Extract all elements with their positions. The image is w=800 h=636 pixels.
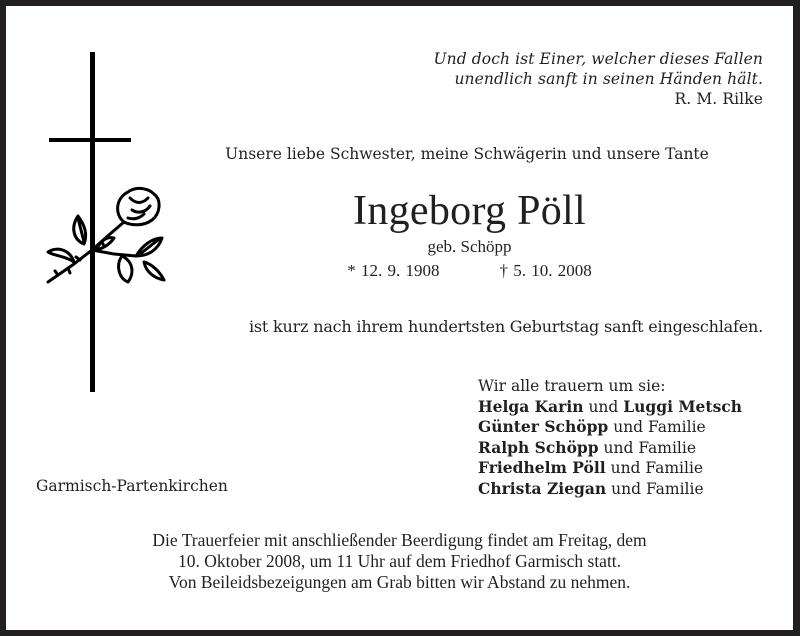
mourner-line: [478, 438, 742, 459]
funeral-line: Die Trauerfeier mit anschließender Beerdigung findet am Freitag, dem: [152, 530, 647, 550]
mourner-line: [478, 458, 742, 479]
birth-name: geb. Schöpp: [427, 237, 512, 256]
mourners-list: [478, 376, 742, 499]
place-name: Garmisch-Partenkirchen: [36, 477, 228, 495]
quote-line: unendlich sanft in seinen Händen hält.: [454, 70, 763, 88]
funeral-notice: [6, 530, 793, 593]
mourner-name: Christa Ziegan: [478, 478, 607, 498]
mourner-name: Helga Karin: [478, 396, 584, 416]
obituary-notice: [6, 6, 793, 630]
mourner-name: Luggi Metsch: [623, 396, 743, 416]
mourner-line: [478, 397, 742, 418]
mourner-name: Günter Schöpp: [478, 417, 609, 436]
birth-date: * 12. 9. 1908: [347, 261, 440, 280]
epigraph-quote: [433, 49, 763, 109]
funeral-line: Von Beileidsbezeigungen am Grab bitten wir Abstand zu nehmen.: [168, 572, 631, 592]
mourner-line: [478, 417, 742, 438]
cross-icon-crossbar: [49, 138, 131, 142]
mourner-suffix: und Familie: [606, 479, 704, 498]
mourner-name: Ralph Schöpp: [478, 437, 599, 457]
mourner-suffix: und Familie: [605, 459, 704, 477]
intro-text: Unsere liebe Schwester, meine Schwägerin und unsere Tante: [225, 145, 709, 163]
mourner-connector: und: [583, 397, 624, 416]
mourner-name: Friedhelm Pöll: [478, 458, 606, 477]
funeral-line: 10. Oktober 2008, um 11 Uhr auf dem Friedhof Garmisch statt.: [177, 551, 622, 571]
mourner-line: [478, 479, 742, 500]
mourners-heading: Wir alle trauern um sie:: [478, 377, 666, 395]
quote-author: R. M. Rilke: [674, 90, 763, 108]
quote-line: Und doch ist Einer, welcher dieses Fallen: [433, 50, 763, 68]
death-date: † 5. 10. 2008: [499, 261, 592, 280]
passing-text: ist kurz nach ihrem hundertsten Geburtstag sanft eingeschlafen.: [249, 317, 763, 336]
deceased-name: Ingeborg Pöll: [353, 188, 586, 234]
mourner-suffix: und Familie: [598, 438, 697, 457]
mourner-suffix: und Familie: [608, 418, 706, 436]
life-dates: [6, 261, 793, 281]
